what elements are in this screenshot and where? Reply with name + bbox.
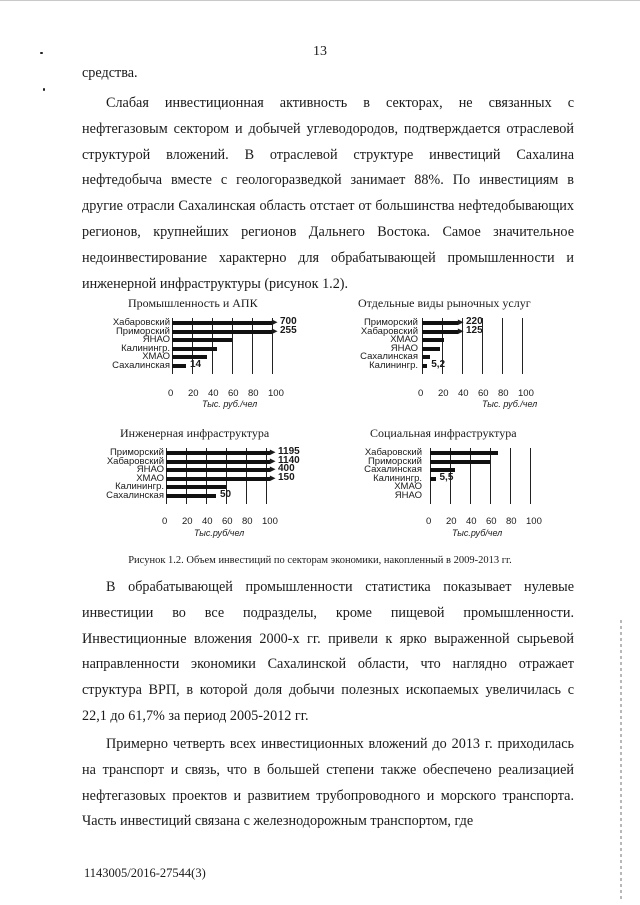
axis-unit-label: Тыс. руб./чел (202, 399, 258, 409)
category-label: ХМАО (142, 351, 170, 363)
bar-arrow: ► (268, 472, 278, 484)
value-label: 5,2 (431, 359, 446, 370)
gridline (530, 448, 531, 504)
tick-label: 0 (162, 516, 168, 527)
tick-label: 80 (248, 388, 259, 399)
value-label: 14 (190, 359, 202, 370)
bar (172, 364, 186, 368)
category-label: Приморский (115, 325, 170, 337)
bar (430, 460, 490, 464)
figure-caption: Рисунок 1.2. Объем инвестиций по секторам экономики, накопленный в 2009-2013 гг. (128, 555, 512, 566)
tick-label: 100 (268, 388, 284, 399)
chart-title: Промышленность и АПК (128, 296, 258, 310)
tick-label: 0 (426, 516, 432, 527)
tick-label: 20 (446, 516, 457, 527)
value-label: 220 (466, 316, 483, 327)
bar (172, 330, 272, 334)
gridline (430, 448, 431, 504)
chart-industry-apk (90, 296, 330, 426)
category-label: ХМАО (390, 334, 418, 346)
chart-engineering-infrastructure (86, 426, 336, 554)
bar (422, 347, 440, 351)
gridline (490, 448, 491, 504)
category-label: Хабаровский (106, 455, 164, 467)
tick-label: 60 (228, 388, 239, 399)
tick-label: 40 (458, 388, 469, 399)
category-label: Приморский (363, 317, 418, 328)
gridline (470, 448, 471, 504)
tick-label: 20 (182, 516, 193, 527)
document-code: 1143005/2016-27544(3) (84, 866, 206, 880)
value-label: 125 (466, 324, 483, 336)
gridline (212, 318, 213, 374)
page-number: 13 (313, 44, 327, 59)
chart-market-services (330, 296, 570, 426)
category-label: Сахалинская (112, 360, 170, 371)
scan-edge-artifact (620, 620, 622, 900)
gridline (246, 448, 247, 504)
bar (422, 338, 444, 342)
bar (422, 364, 427, 368)
tick-label: 60 (486, 516, 497, 527)
value-label: 50 (220, 489, 232, 500)
bar (166, 485, 226, 489)
tick-label: 60 (478, 388, 489, 399)
value-label: 5,5 (439, 471, 454, 483)
bar-arrow: ► (268, 455, 278, 467)
bar (172, 321, 272, 325)
bar (172, 347, 217, 351)
paragraph-2: В обрабатывающей промышленности статистика показывает нулевые инвестиции во все подразделы, кроме пищевой промышленности. Инвестиционные вложения 2000-х гг. привели к ярко выраженной сырьевой направленности экономики Сахалинской области, что наглядно отражает структура ВРП, в которой доля добычи полезных ископаемых увеличилась с 22,1 до 61,7% за период 2005-2012 гг. (82, 579, 574, 724)
bar (166, 477, 270, 481)
bar (422, 355, 430, 359)
category-label: Хабаровский (112, 317, 170, 328)
gridline (502, 318, 503, 374)
category-label: Сахалинская (360, 351, 418, 363)
bar (422, 321, 458, 325)
category-label: ЯНАО (394, 490, 422, 501)
paragraph-3: Примерно четверть всех инвестиционных вложений до 2013 г. приходилась на транспорт и связь, что в большей степени также обеспечено реализацией нефтегазовых проектов и развитием трубопроводного и морского транспорта. Часть инвестиций связана с железнодорожным транспортом, где (82, 736, 574, 830)
bar-arrow: ► (268, 464, 278, 476)
category-label: ЯНАО (142, 334, 170, 346)
chart-title: Социальная инфраструктура (370, 426, 517, 440)
tick-label: 80 (506, 516, 517, 527)
tick-label: 0 (168, 388, 174, 399)
gridline (510, 448, 511, 504)
tick-label: 100 (262, 516, 278, 527)
value-label: 150 (278, 471, 295, 483)
chart-title: Инженерная инфраструктура (120, 426, 270, 440)
bar (166, 460, 270, 464)
category-label: Калинингр. (121, 342, 170, 354)
category-label: Калинингр. (369, 360, 418, 371)
tick-label: 40 (466, 516, 477, 527)
bar-arrow: ► (456, 317, 466, 328)
gridline (266, 448, 267, 504)
bar (166, 451, 270, 455)
axis-unit-label: Тыс.руб/чел (194, 528, 245, 538)
bar (166, 494, 216, 498)
tick-label: 0 (418, 388, 424, 399)
scan-speck (43, 88, 45, 91)
scan-border (0, 0, 640, 1)
tick-label: 60 (222, 516, 233, 527)
paragraph-continuation: средства. (82, 65, 138, 81)
value-label: 1140 (278, 454, 300, 466)
tick-label: 80 (498, 388, 509, 399)
bar-arrow: ► (268, 447, 278, 458)
bar (166, 468, 270, 472)
tick-label: 40 (208, 388, 219, 399)
category-label: ЯНАО (390, 342, 418, 354)
bar-arrow: ► (270, 325, 280, 337)
bar (430, 477, 436, 481)
bar-arrow: ► (456, 325, 466, 337)
category-label: Сахалинская (364, 464, 422, 476)
value-label: 1195 (278, 446, 300, 457)
category-label: Калинингр. (115, 481, 164, 493)
bar-arrow: ► (270, 317, 280, 328)
category-label: Сахалинская (106, 490, 164, 501)
category-label: ХМАО (136, 472, 164, 484)
category-label: Хабаровский (360, 325, 418, 337)
axis-unit-label: Тыс. руб./чел (482, 399, 538, 409)
category-label: Приморский (109, 447, 164, 458)
gridline (252, 318, 253, 374)
axis-unit-label: Тыс.руб/чел (452, 528, 503, 538)
tick-label: 20 (188, 388, 199, 399)
chart-title: Отдельные виды рыночных услуг (358, 296, 531, 310)
category-label: ЯНАО (136, 464, 164, 476)
chart-social-infrastructure (346, 426, 586, 554)
tick-label: 20 (438, 388, 449, 399)
category-label: Приморский (367, 455, 422, 467)
gridline (232, 318, 233, 374)
paragraph-1: Слабая инвестиционная активность в секторах, не связанных с нефтегазовым сектором и добычей углеводородов, подтверждается отраслевой структурой вложений. В отраслевой структуре инвестиций Сахалина нефтедобыча вместе с геологоразведкой занимает 88%. По инвестициям в другие отрасли Сахалинская область отстает от большинства нефтедобывающих регионов, крупнейших регионов Дальнего Востока. Самое значительное недоинвестирование характерно для обрабатывающей промышленности и инженерной инфраструктуры (рисунок 1.2). (82, 95, 574, 292)
category-label: ХМАО (394, 481, 422, 493)
tick-label: 100 (518, 388, 534, 399)
bar (172, 338, 232, 342)
category-label: Хабаровский (364, 447, 422, 458)
tick-label: 100 (526, 516, 542, 527)
tick-label: 80 (242, 516, 253, 527)
value-label: 400 (278, 463, 295, 475)
bar (430, 451, 498, 455)
value-label: 255 (280, 324, 297, 336)
value-label: 700 (280, 316, 297, 327)
category-label: Калинингр. (373, 472, 422, 484)
tick-label: 40 (202, 516, 213, 527)
gridline (522, 318, 523, 374)
bar (422, 330, 458, 334)
